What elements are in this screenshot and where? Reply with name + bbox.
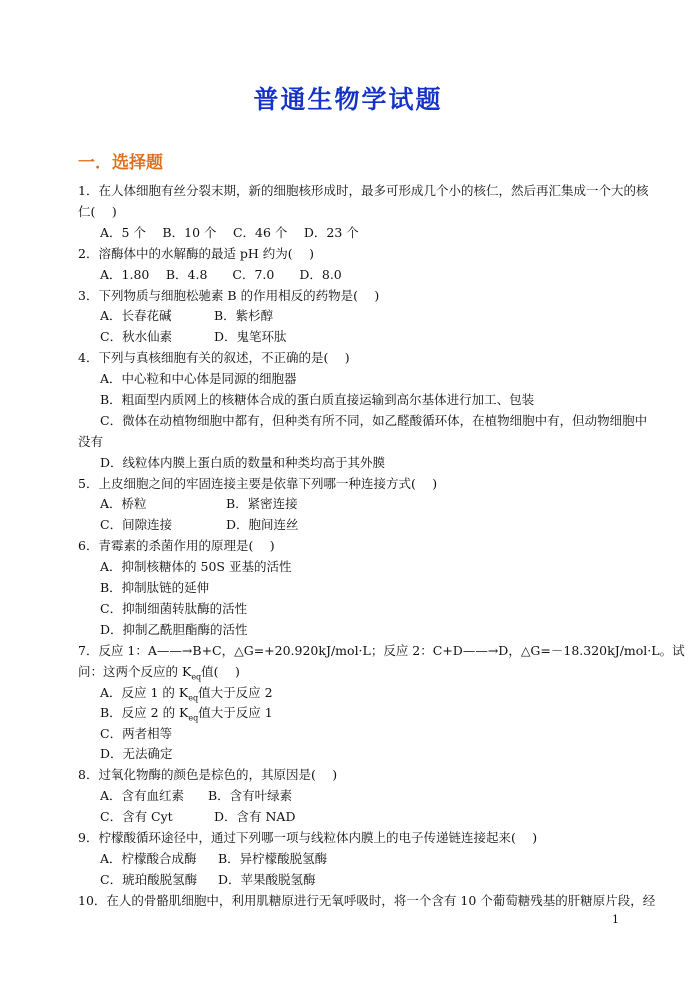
section-heading: 一．选择题: [78, 153, 163, 173]
question-4-option-c: C．微体在动植物细胞中都有，但种类有所不同，如乙醛酸循环体，在植物细胞中有，但动物细胞中: [100, 413, 648, 428]
question-4-option-d: D．线粒体内膜上蛋白质的数量和种类均高于其外膜: [100, 455, 386, 470]
question-9-stem: 9．柠檬酸循环途径中，通过下列哪一项与线粒体内膜上的电子传递链连接起来( ): [78, 830, 538, 845]
question-9-option-a: A．柠檬酸合成酶: [100, 851, 197, 866]
question-7-stem-part: 值( ): [201, 664, 240, 679]
question-9-option-c: C．琥珀酸脱氢酶: [100, 872, 198, 887]
page-title: 普通生物学试题: [253, 85, 443, 114]
question-9-option-d: D．苹果酸脱氢酶: [218, 872, 316, 887]
question-4-option-b: B．粗面型内质网上的核糖体合成的蛋白质直接运输到高尔基体进行加工、包装: [100, 392, 535, 407]
question-6-option-d: D．抑制乙酰胆酯酶的活性: [100, 622, 248, 637]
question-1-stem-cont: 仁( ): [78, 204, 117, 219]
option-text: 值大于反应 1: [198, 705, 273, 720]
question-6-stem: 6．青霉素的杀菌作用的原理是( ): [78, 538, 275, 553]
question-3-option-a: A．长春花碱: [100, 308, 172, 323]
keq-subscript: eq: [188, 693, 199, 703]
option-text: A．反应 1 的 K: [100, 685, 189, 700]
question-7-option-a: [100, 685, 273, 707]
question-1-options: A．5 个 B．10 个 C．46 个 D．23 个: [100, 225, 359, 240]
question-2-stem: 2．溶酶体中的水解酶的最适 pH 约为( ): [78, 246, 315, 261]
question-3-option-d: D．鬼笔环肽: [214, 329, 287, 344]
option-text: B．反应 2 的 K: [100, 705, 189, 720]
question-5-option-c: C．间隙连接: [100, 517, 173, 532]
question-8-option-c: C．含有 Cyt: [100, 809, 173, 824]
question-6-option-b: B．抑制肽链的延伸: [100, 580, 210, 595]
question-6-option-a: A．抑制核糖体的 50S 亚基的活性: [100, 559, 292, 574]
question-8-stem: 8．过氧化物酶的颜色是棕色的，其原因是( ): [78, 767, 338, 782]
question-7-stem-part: 问：这两个反应的 K: [78, 664, 192, 679]
question-9-option-b: B．异柠檬酸脱氢酶: [218, 851, 328, 866]
question-3-option-b: B．紫杉醇: [214, 308, 274, 323]
question-7-option-d: D．无法确定: [100, 746, 173, 761]
keq-subscript: eq: [188, 713, 199, 723]
question-7-option-c: C．两者相等: [100, 726, 173, 741]
question-7-stem: 7．反应 1：A——→B+C，△G=+20.920kJ/mol·L；反应 2：C+D——→D，△G=－18.320kJ/mol·L。试: [78, 643, 685, 658]
question-8-option-a: A．含有血红素: [100, 788, 185, 803]
option-text: 值大于反应 2: [198, 685, 273, 700]
question-5-option-b: B．紧密连接: [226, 496, 298, 511]
question-1-stem: 1．在人体细胞有丝分裂末期，新的细胞核形成时，最多可形成几个小的核仁，然后再汇集成一个大的核: [78, 183, 649, 198]
question-4-option-c-cont: 没有: [78, 434, 104, 449]
question-5-option-d: D．胞间连丝: [226, 517, 299, 532]
question-5-stem: 5．上皮细胞之间的牢固连接主要是依靠下列哪一种连接方式( ): [78, 476, 438, 491]
question-8-option-d: D．含有 NAD: [214, 809, 296, 824]
question-6-option-c: C．抑制细菌转肽酶的活性: [100, 601, 248, 616]
question-10-stem: 10．在人的骨骼肌细胞中，利用肌糖原进行无氧呼吸时，将一个含有 10 个葡萄糖残基的肝糖原片段，经: [78, 893, 656, 908]
question-2-options: A．1.80 B．4.8 C．7.0 D．8.0: [100, 267, 342, 282]
question-7-option-b: [100, 705, 273, 727]
question-4-option-a: A．中心粒和中心体是同源的细胞器: [100, 371, 297, 386]
question-7-stem-cont: [78, 664, 240, 686]
question-4-stem: 4．下列与真核细胞有关的叙述，不正确的是( ): [78, 350, 350, 365]
page-number: 1: [612, 913, 619, 926]
question-3-option-c: C．秋水仙素: [100, 329, 173, 344]
question-8-option-b: B．含有叶绿素: [208, 788, 293, 803]
question-3-stem: 3．下列物质与细胞松驰素 B 的作用相反的药物是( ): [78, 288, 380, 303]
question-5-option-a: A．桥粒: [100, 496, 147, 511]
keq-subscript: eq: [191, 672, 202, 682]
